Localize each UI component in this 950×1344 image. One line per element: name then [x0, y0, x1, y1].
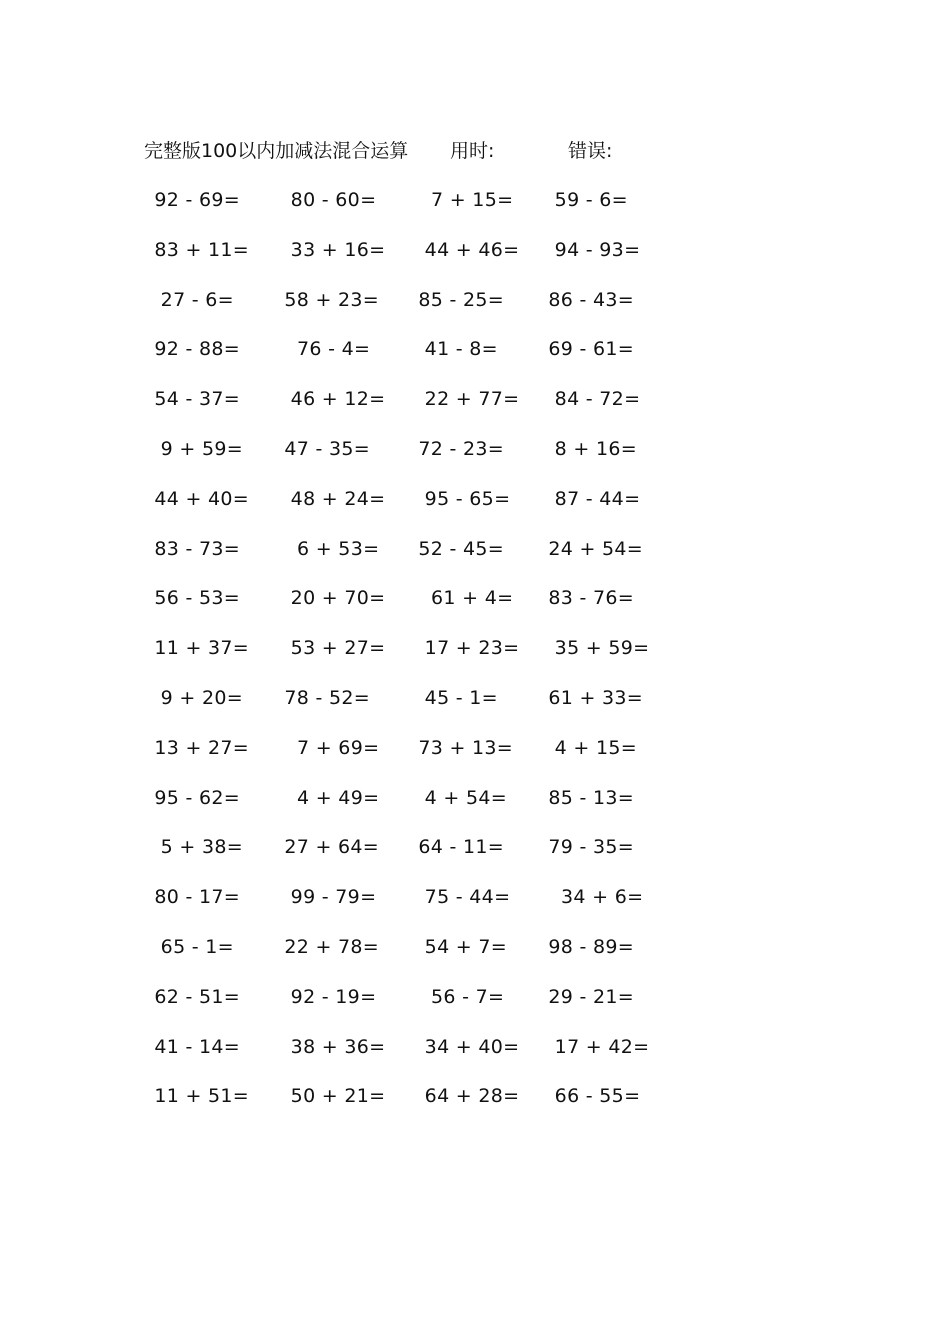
math-problem: 75 - 44= — [412, 886, 511, 909]
math-problem: 92 - 69= — [148, 189, 240, 211]
problem-row — [140, 331, 680, 381]
math-problem: 80 - 60= — [278, 189, 377, 211]
math-problem: 33 + 16= — [278, 238, 386, 261]
problem-row — [140, 282, 680, 332]
math-problem: 69 - 61= — [542, 338, 634, 361]
math-problem: 56 - 53= — [148, 587, 240, 610]
problem-row — [140, 929, 680, 979]
math-problem: 85 - 13= — [542, 786, 634, 809]
math-problem: 56 - 7= — [412, 985, 505, 1008]
math-problem: 35 + 59= — [542, 637, 650, 660]
math-problem: 27 + 64= — [278, 836, 380, 859]
math-problem: 65 - 1= — [148, 935, 234, 958]
time-label: 用时: — [450, 140, 495, 162]
problem-grid — [140, 182, 680, 1128]
problem-row — [140, 580, 680, 630]
math-problem: 79 - 35= — [542, 836, 634, 859]
math-problem: 78 - 52= — [278, 686, 370, 709]
problem-row — [140, 182, 680, 232]
math-problem: 94 - 93= — [542, 238, 641, 261]
math-problem: 92 - 19= — [278, 985, 377, 1008]
math-problem: 8 + 16= — [542, 437, 637, 460]
problem-row — [140, 1078, 680, 1128]
math-problem: 95 - 65= — [412, 487, 511, 510]
math-problem: 11 + 51= — [148, 1085, 250, 1108]
worksheet-title: 完整版100以内加减法混合运算 — [144, 140, 409, 162]
math-problem: 5 + 38= — [148, 836, 243, 859]
math-problem: 4 + 49= — [278, 786, 380, 809]
math-problem: 4 + 54= — [412, 786, 507, 809]
math-problem: 84 - 72= — [542, 388, 641, 411]
problem-row — [140, 481, 680, 531]
math-problem: 22 + 78= — [278, 935, 380, 958]
math-problem: 73 + 13= — [412, 736, 514, 759]
math-problem: 13 + 27= — [148, 736, 250, 759]
math-problem: 41 - 8= — [412, 338, 498, 361]
math-problem: 4 + 15= — [542, 736, 637, 759]
math-problem: 62 - 51= — [148, 985, 240, 1008]
math-problem: 50 + 21= — [278, 1085, 386, 1108]
math-problem: 29 - 21= — [542, 985, 634, 1008]
math-problem: 53 + 27= — [278, 637, 386, 660]
math-problem: 92 - 88= — [148, 338, 240, 361]
math-problem: 47 - 35= — [278, 437, 370, 460]
problem-row — [140, 381, 680, 431]
math-problem: 52 - 45= — [412, 537, 504, 560]
math-problem: 64 - 11= — [412, 836, 504, 859]
math-problem: 83 + 11= — [148, 238, 250, 261]
math-problem: 24 + 54= — [542, 537, 644, 560]
math-problem: 6 + 53= — [278, 537, 380, 560]
math-problem: 61 + 33= — [542, 686, 644, 709]
math-problem: 64 + 28= — [412, 1085, 520, 1108]
math-problem: 59 - 6= — [542, 189, 628, 211]
math-problem: 87 - 44= — [542, 487, 641, 510]
math-problem: 66 - 55= — [542, 1085, 641, 1108]
errors-label: 错误: — [568, 140, 613, 162]
worksheet-header — [144, 136, 664, 166]
math-problem: 99 - 79= — [278, 886, 377, 909]
math-problem: 85 - 25= — [412, 288, 504, 311]
math-problem: 44 + 40= — [148, 487, 250, 510]
problem-row — [140, 780, 680, 830]
math-problem: 34 + 6= — [542, 886, 644, 909]
math-problem: 98 - 89= — [542, 935, 634, 958]
problem-row — [140, 730, 680, 780]
math-problem: 61 + 4= — [412, 587, 514, 610]
math-problem: 9 + 59= — [148, 437, 243, 460]
math-problem: 58 + 23= — [278, 288, 380, 311]
math-problem: 38 + 36= — [278, 1035, 386, 1058]
math-problem: 76 - 4= — [278, 338, 371, 361]
math-problem: 7 + 15= — [412, 189, 514, 211]
math-problem: 83 - 76= — [542, 587, 634, 610]
math-problem: 48 + 24= — [278, 487, 386, 510]
problem-row — [140, 1029, 680, 1079]
math-problem: 41 - 14= — [148, 1035, 240, 1058]
math-problem: 45 - 1= — [412, 686, 498, 709]
math-problem: 9 + 20= — [148, 686, 243, 709]
problem-row — [140, 630, 680, 680]
math-problem: 44 + 46= — [412, 238, 520, 261]
math-problem: 17 + 23= — [412, 637, 520, 660]
problem-row — [140, 979, 680, 1029]
math-problem: 83 - 73= — [148, 537, 240, 560]
problem-row — [140, 829, 680, 879]
math-problem: 27 - 6= — [148, 288, 234, 311]
math-problem: 72 - 23= — [412, 437, 504, 460]
math-problem: 86 - 43= — [542, 288, 634, 311]
math-problem: 22 + 77= — [412, 388, 520, 411]
math-problem: 54 - 37= — [148, 388, 240, 411]
math-problem: 46 + 12= — [278, 388, 386, 411]
math-problem: 80 - 17= — [148, 886, 240, 909]
problem-row — [140, 431, 680, 481]
math-problem: 17 + 42= — [542, 1035, 650, 1058]
math-problem: 20 + 70= — [278, 587, 386, 610]
problem-row — [140, 531, 680, 581]
math-problem: 11 + 37= — [148, 637, 250, 660]
math-problem: 95 - 62= — [148, 786, 240, 809]
problem-row — [140, 680, 680, 730]
math-problem: 7 + 69= — [278, 736, 380, 759]
problem-row — [140, 232, 680, 282]
math-problem: 34 + 40= — [412, 1035, 520, 1058]
problem-row — [140, 879, 680, 929]
math-problem: 54 + 7= — [412, 935, 507, 958]
